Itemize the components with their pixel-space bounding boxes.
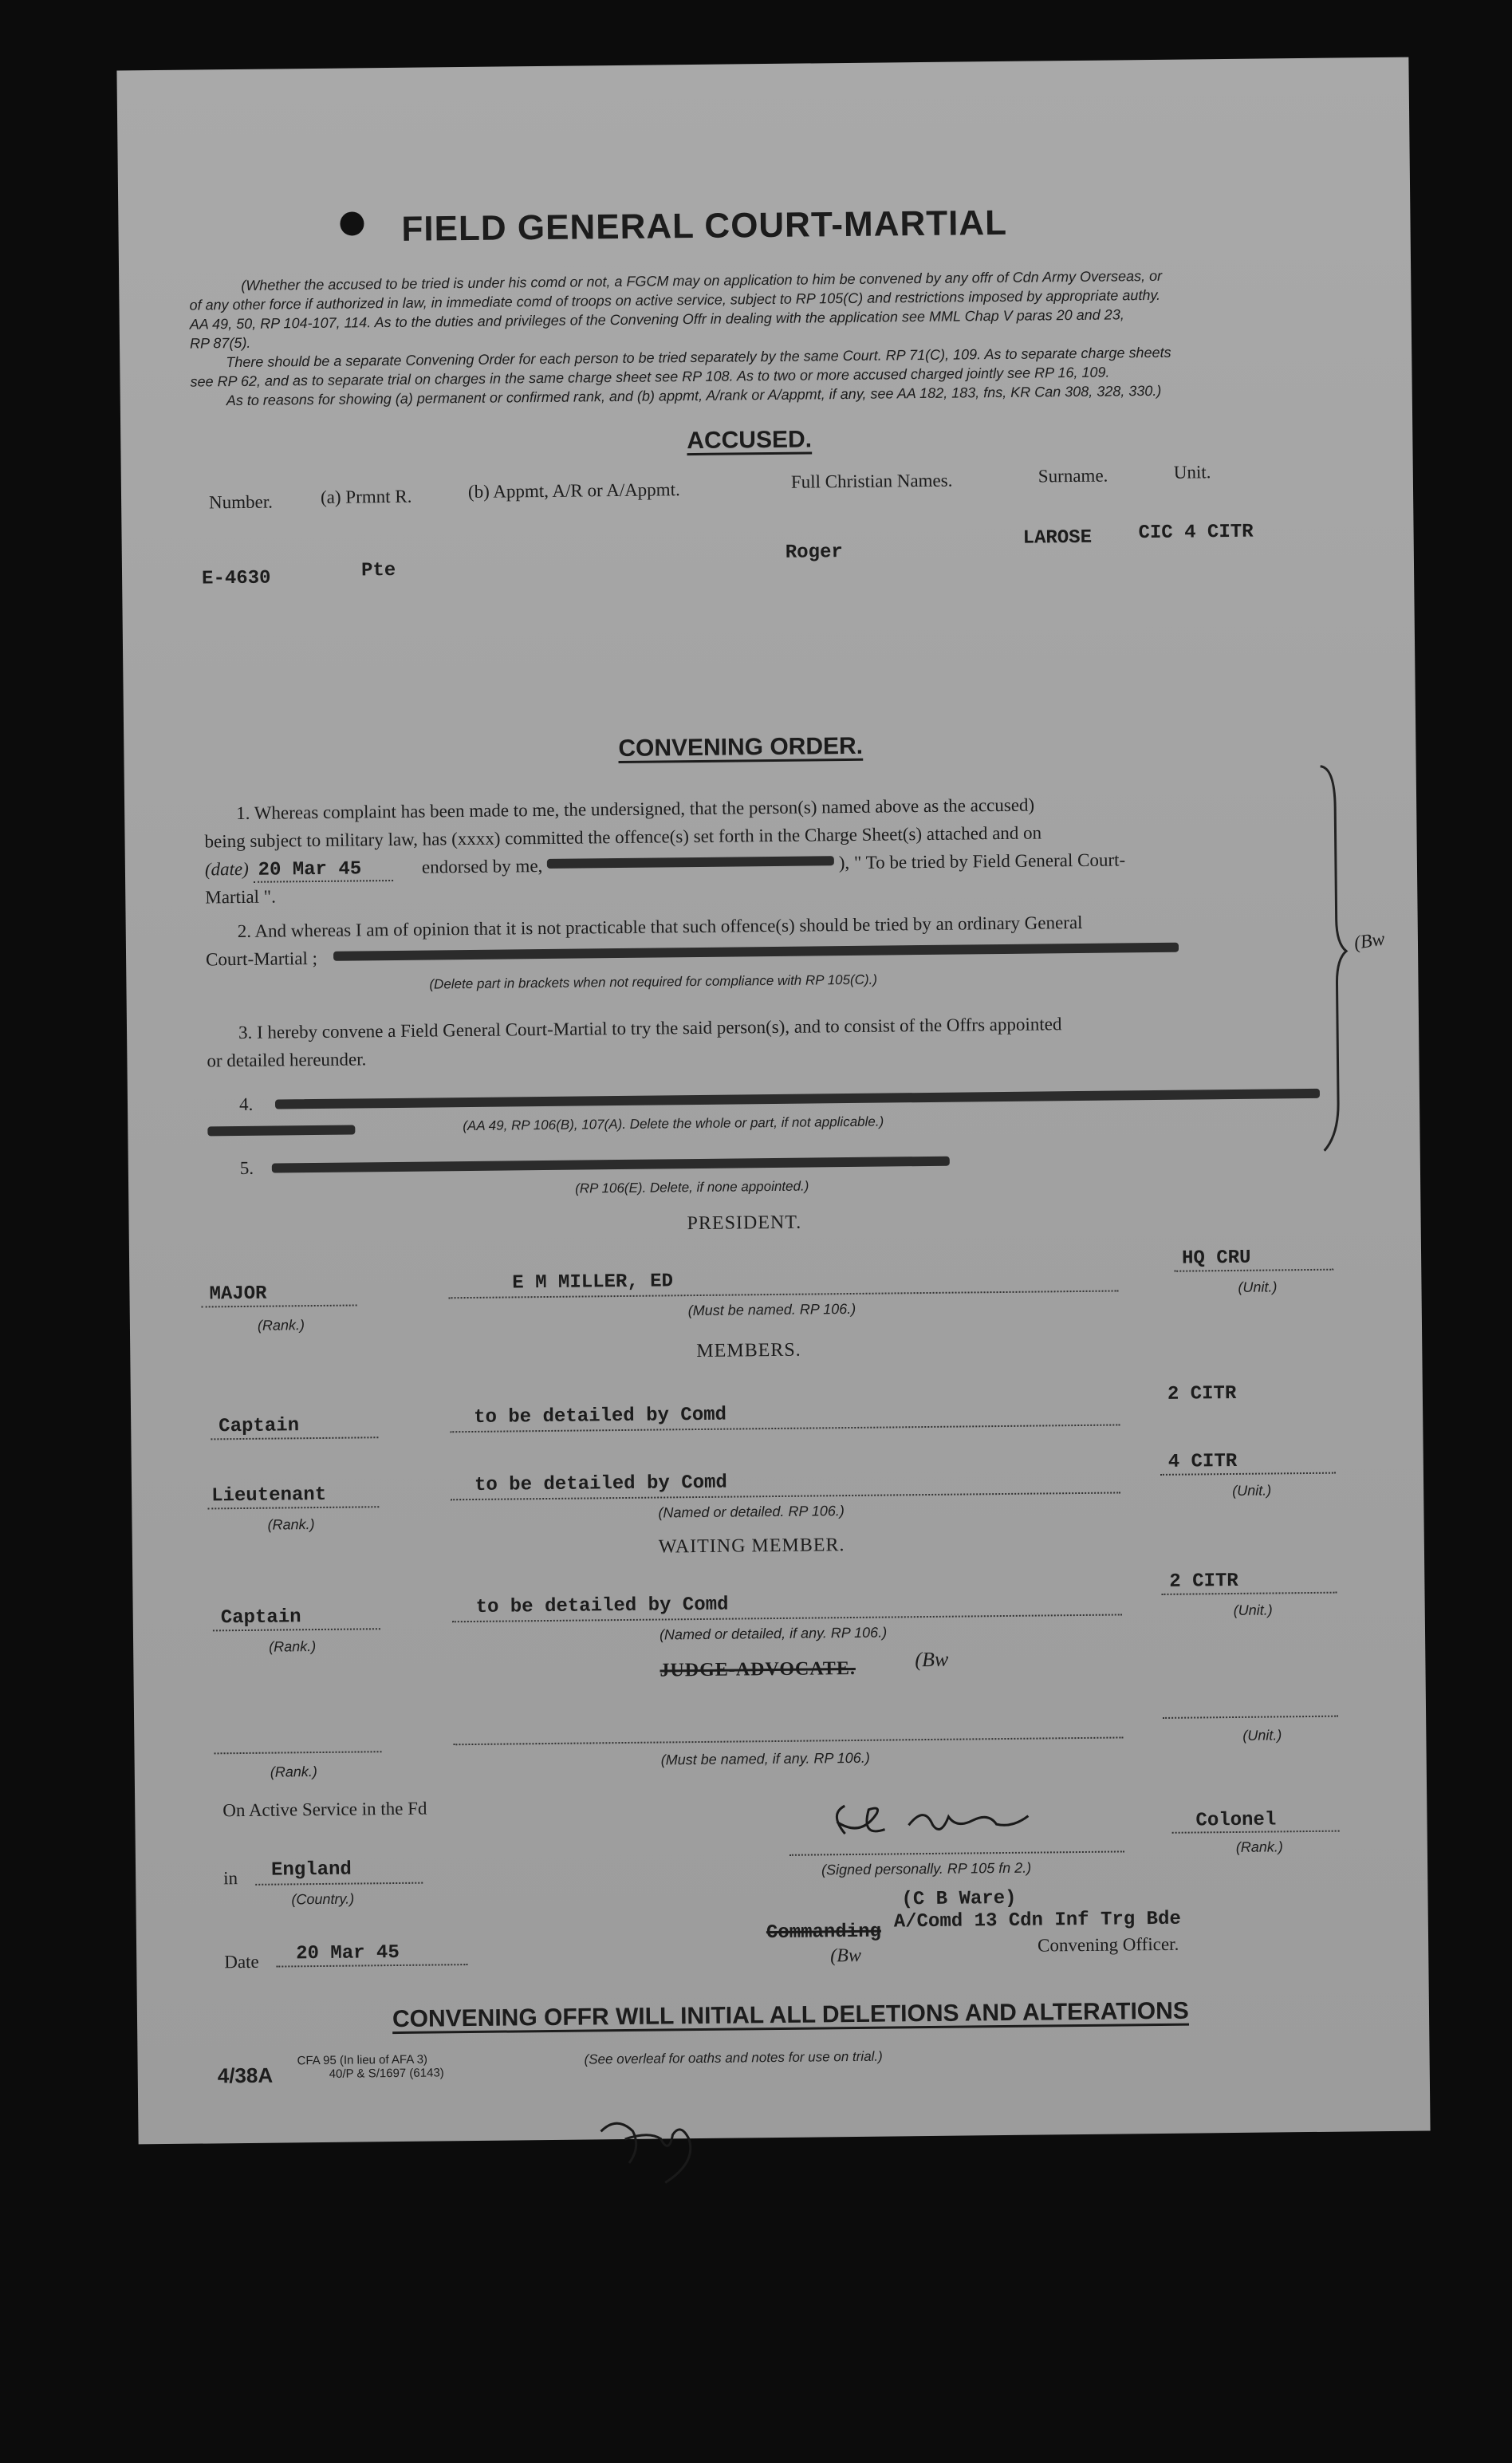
instruction-line: As to reasons for showing (a) permanent or confirmed rank, and (b) appmt, A/rank or A/appmt, if any, see AA 182, 183, fns, KR Can 308, 328, 330.) [226, 382, 1162, 409]
instruction-line: There should be a separate Convening Order for each person to be tried separately by the same Court. RP 71(C), 109. As to separate charge sheets [226, 344, 1171, 371]
members-rank-label: (Rank.) [267, 1516, 315, 1533]
form-number: 4/38A [217, 2063, 274, 2088]
convening-officer-label: Convening Officer. [1037, 1933, 1179, 1956]
member1-name: to be detailed by Comd [474, 1404, 727, 1429]
struck-out-para4 [275, 1089, 1320, 1109]
president-rank: MAJOR [209, 1283, 267, 1306]
signature-date: 20 Mar 45 [296, 1941, 400, 1965]
waiting-member-rank-label: (Rank.) [269, 1638, 317, 1655]
endorsed-label: endorsed by me, [421, 856, 543, 877]
para3-line1: 3. I hereby convene a Field General Court-Martial to try the said person(s), and to consist of the Offrs appointed [238, 1014, 1062, 1043]
president-name: E M MILLER, ED [512, 1271, 674, 1295]
judge-advocate-name-label: (Must be named, if any. RP 106.) [660, 1749, 870, 1768]
col-appointment: (b) Appmt, A/R or A/Appmt. [467, 479, 680, 502]
para5-number: 5. [239, 1157, 254, 1179]
country-value: England [270, 1858, 352, 1882]
president-rank-label: (Rank.) [257, 1317, 305, 1334]
handwritten-initial [585, 2106, 705, 2196]
accused-number: E-4630 [201, 567, 271, 590]
signer-rank-label: (Rank.) [1235, 1838, 1283, 1855]
president-heading: PRESIDENT. [687, 1212, 802, 1235]
struck-out-para5 [272, 1157, 950, 1173]
struck-out-para4-cont [207, 1125, 355, 1136]
para1-line4: Martial ". [205, 886, 277, 908]
struck-out-text [547, 856, 834, 869]
judge-advocate-name-line [453, 1736, 1123, 1745]
commander-signature [813, 1787, 1077, 1862]
overleaf-note: (See overleaf for oaths and notes for use on trial.) [584, 2048, 883, 2067]
country-line [255, 1882, 423, 1886]
member2-rank: Lieutenant [211, 1484, 327, 1507]
president-unit: HQ CRU [1181, 1247, 1251, 1270]
president-unit-label: (Unit.) [1238, 1279, 1278, 1295]
alteration-initial: (Bw [830, 1945, 862, 1967]
hole-punch [340, 211, 364, 235]
accused-surname: LAROSE [1022, 526, 1093, 550]
para1-tail: ), " To be tried by Field General Court- [838, 849, 1126, 873]
accused-heading: ACCUSED. [687, 426, 813, 455]
signer-rank: Colonel [1195, 1809, 1277, 1832]
instruction-line: (Whether the accused to be tried is under his comd or not, a FGCM may on application to him be convened by any offr of Cdn Army Overseas, or [241, 267, 1163, 294]
waiting-member-unit-label: (Unit.) [1233, 1602, 1273, 1618]
para4-note: (AA 49, RP 106(B), 107(A). Delete the whole or part, if not applicable.) [463, 1113, 884, 1134]
instructions-block [189, 266, 1371, 408]
judge-advocate-heading: JUDGE-ADVOCATE. [660, 1657, 856, 1681]
para2-note: (Delete part in brackets when not required for compliance with RP 105(C).) [429, 971, 878, 992]
judge-advocate-unit-label: (Unit.) [1242, 1727, 1282, 1744]
judge-advocate-initial: (Bw [915, 1647, 949, 1672]
col-number: Number. [208, 491, 274, 513]
in-label: in [223, 1868, 238, 1889]
active-service-label: On Active Service in the Fd [222, 1798, 427, 1821]
waiting-member-unit: 2 CITR [1169, 1570, 1238, 1593]
instruction-line: RP 87(5). [189, 334, 251, 352]
instruction-line: of any other force if authorized in law, in immediate comd of troops on active service, subject to RP 105(C) and restrictions imposed by appropriate authy. [189, 286, 1161, 313]
margin-initial: (Bw [1353, 928, 1387, 954]
members-unit-label: (Unit.) [1232, 1482, 1272, 1499]
col-unit: Unit. [1173, 462, 1211, 483]
para1-line2: being subject to military law, has (xxxx) committed the offence(s) set forth in the Charge Sheet(s) attached and on [204, 822, 1042, 852]
waiting-member-rank: Captain [220, 1606, 301, 1630]
col-christian-names: Full Christian Names. [790, 470, 953, 492]
judge-advocate-rank-line [215, 1751, 382, 1754]
complaint-date: 20 Mar 45 [253, 858, 393, 883]
waiting-member-name-label: (Named or detailed, if any. RP 106.) [659, 1624, 888, 1643]
members-name-label: (Named or detailed. RP 106.) [658, 1503, 845, 1521]
form-title: FIELD GENERAL COURT-MARTIAL [401, 203, 1008, 249]
judge-advocate-unit-line [1163, 1716, 1338, 1719]
commander-appointment: A/Comd 13 Cdn Inf Trg Bde [893, 1908, 1181, 1933]
accused-unit: CIC 4 CITR [1138, 521, 1254, 545]
struck-out-bracket [333, 943, 1179, 961]
signed-label: (Signed personally. RP 105 fn 2.) [821, 1859, 1032, 1878]
signer-name: (C B Ware) [901, 1887, 1017, 1911]
col-permanent-rank: (a) Prmnt R. [320, 486, 412, 507]
president-name-label: (Must be named. RP 106.) [687, 1300, 856, 1319]
para5-note: (RP 106(E). Delete, if none appointed.) [575, 1178, 809, 1196]
convening-notice: CONVENING OFFR WILL INITIAL ALL DELETIONS AND ALTERATIONS [392, 1997, 1190, 2033]
date-label-bottom: Date [224, 1951, 259, 1972]
member1-unit: 2 CITR [1167, 1382, 1237, 1405]
member2-name: to be detailed by Comd [474, 1472, 728, 1496]
date-label: (date) [204, 858, 249, 880]
accused-christian-names: Roger [785, 542, 843, 564]
form-references [297, 2053, 443, 2081]
judge-advocate-rank-label: (Rank.) [270, 1764, 317, 1780]
accused-rank: Pte [360, 559, 396, 582]
crossed-commanding: Commanding [766, 1921, 882, 1945]
para1-line1: 1. Whereas complaint has been made to me, the undersigned, that the person(s) named above as the accused) [236, 794, 1035, 824]
para2-line1: 2. And whereas I am of opinion that it is not practicable that such offence(s) should be tried by an ordinary General [237, 912, 1083, 942]
member1-rank: Captain [219, 1415, 300, 1438]
document-page [116, 57, 1430, 2145]
form-ref-2: 40/P & S/1697 (6143) [329, 2065, 444, 2081]
country-label: (Country.) [291, 1890, 355, 1908]
convening-order-heading: CONVENING ORDER. [618, 732, 864, 763]
members-heading: MEMBERS. [696, 1339, 801, 1362]
member2-unit: 4 CITR [1167, 1450, 1238, 1473]
waiting-member-name: to be detailed by Comd [475, 1594, 729, 1618]
waiting-member-heading: WAITING MEMBER. [658, 1535, 845, 1558]
form-ref-1: CFA 95 (In lieu of AFA 3) [297, 2052, 428, 2068]
para2-line2: Court-Martial ; [205, 948, 318, 970]
instruction-line: see RP 62, and as to separate trial on charges in the same charge sheet see RP 108. As to two or more accused charged jointly see RP 16, 109. [190, 364, 1110, 390]
instruction-line: AA 49, 50, RP 104-107, 114. As to the duties and privileges of the Convening Offr in dealing with the application see MML Chap V paras 20 and 23, [189, 306, 1124, 333]
para1-line3 [205, 849, 1125, 881]
para3-line2: or detailed hereunder. [207, 1049, 367, 1071]
col-surname: Surname. [1038, 465, 1108, 487]
margin-bracket [1313, 759, 1412, 1159]
para4-number: 4. [238, 1094, 254, 1115]
